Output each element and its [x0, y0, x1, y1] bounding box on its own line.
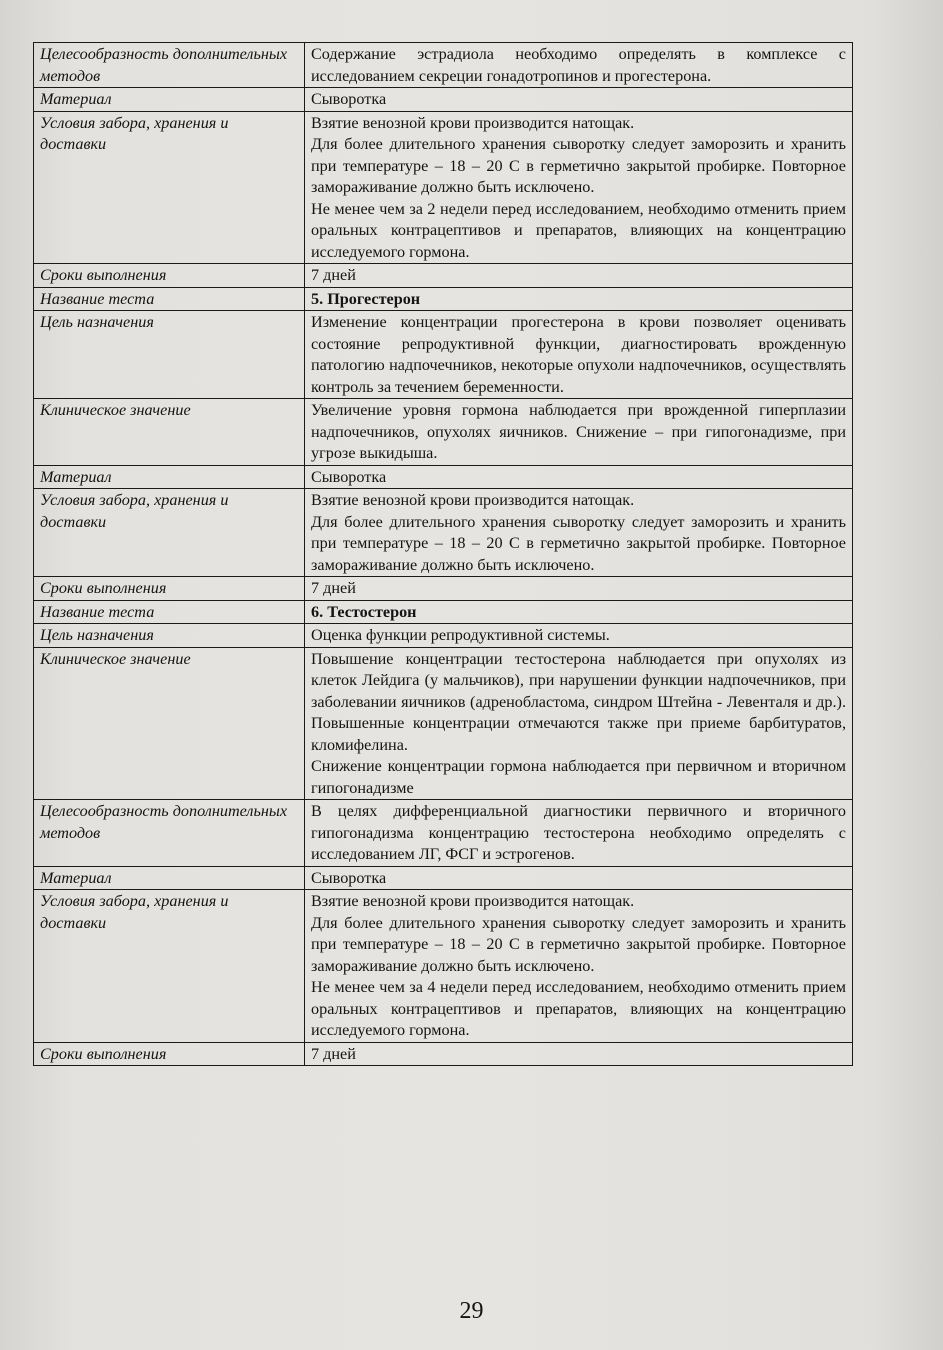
value-paragraph: Изменение концентрации прогестерона в крови позволяет оценивать состояние репродуктивной функции, диагностировать врожденную патологию надпочечников, некоторые опухоли надпочечников, осуществлять контроль за течением беременности.: [311, 313, 846, 396]
row-label: Клиническое значение: [34, 647, 305, 800]
row-label: Сроки выполнения: [34, 1042, 305, 1066]
table-row: [34, 88, 853, 112]
value-paragraph: Сыворотка: [311, 90, 387, 108]
test-title: 6. Тестостерон: [311, 602, 417, 621]
row-value: [305, 647, 853, 800]
value-paragraph: Взятие венозной крови производится натощак.: [311, 113, 635, 132]
row-value: [305, 866, 853, 890]
value-paragraph: Снижение концентрации гормона наблюдается при первичном и вторичном гипогонадизме: [311, 757, 846, 797]
value-paragraph: В целях дифференциальной диагностики первичного и вторичного гипогонадизма концентрацию тестостерона необходимо определять с исследованием ЛГ, ФСГ и эстрогенов.: [311, 802, 846, 863]
value-paragraph: Не менее чем за 2 недели перед исследованием, необходимо отменить прием оральных контрацептивов и препаратов, влияющих на концентрацию исследуемого гормона.: [311, 199, 846, 261]
test-title: 5. Прогестерон: [311, 289, 421, 308]
value-paragraph: Сыворотка: [311, 467, 387, 486]
table-row: [34, 465, 853, 489]
value-paragraph: Не менее чем за 4 недели перед исследованием, необходимо отменить прием оральных контрацептивов и препаратов, влияющих на концентрацию исследуемого гормона.: [311, 978, 846, 1039]
row-value: [305, 577, 853, 601]
row-value: [305, 111, 853, 264]
table-row: [34, 890, 853, 1043]
row-label: Цель назначения: [34, 624, 305, 648]
row-label: Материал: [34, 866, 305, 890]
row-value: [305, 88, 853, 112]
row-label: Клиническое значение: [34, 399, 305, 466]
row-label: Условия забора, хранения и доставки: [34, 111, 305, 264]
table-row: [34, 647, 853, 800]
value-paragraph: Сыворотка: [311, 868, 387, 887]
value-paragraph: Для более длительного хранения сыворотку следует заморозить и хранить при температуре – 18 – 20 С в герметично закрытой пробирке. Повторное замораживание должно быть исключено.: [311, 512, 846, 574]
row-label: Название теста: [34, 287, 305, 311]
table-row: [34, 287, 853, 311]
test-info-table: [33, 42, 853, 1066]
row-label: Целесообразность дополнительных методов: [34, 800, 305, 867]
row-label: Материал: [34, 465, 305, 489]
value-paragraph: 7 дней: [311, 579, 356, 597]
table-row: [34, 800, 853, 867]
value-paragraph: Увеличение уровня гормона наблюдается при врожденной гиперплазии надпочечников, опухолях яичников. Снижение – при гипогонадизме, при угрозе выкидыша.: [311, 401, 846, 462]
row-label: Материал: [34, 88, 305, 112]
table-row: [34, 311, 853, 399]
table-row: [34, 399, 853, 466]
table-row: [34, 43, 853, 88]
row-value: [305, 624, 853, 648]
table-row: [34, 111, 853, 264]
table-row: [34, 489, 853, 577]
row-label: Сроки выполнения: [34, 577, 305, 601]
table-row: [34, 577, 853, 601]
value-paragraph: Для более длительного хранения сыворотку следует заморозить и хранить при температуре – 18 – 20 С в герметично закрытой пробирке. Повторное замораживание должно быть исключено.: [311, 135, 846, 196]
page-number: 29: [459, 1298, 484, 1324]
table-row: [34, 600, 853, 624]
table-row: [34, 624, 853, 648]
value-paragraph: 7 дней: [311, 266, 356, 284]
row-value: [305, 287, 853, 311]
table-row: [34, 866, 853, 890]
row-value: [305, 890, 853, 1043]
value-paragraph: Оценка функции репродуктивной системы.: [311, 626, 610, 644]
row-value: [305, 800, 853, 867]
row-value: [305, 43, 853, 88]
value-paragraph: Взятие венозной крови производится натощак.: [311, 491, 635, 509]
value-paragraph: Содержание эстрадиола необходимо определять в комплексе с исследованием секреции гонадотропинов и прогестерона.: [311, 45, 846, 85]
value-paragraph: Для более длительного хранения сыворотку следует заморозить и хранить при температуре – 18 – 20 С в герметично закрытой пробирке. Повторное замораживание должно быть исключено.: [311, 913, 846, 975]
row-label: Сроки выполнения: [34, 264, 305, 288]
row-label: Цель назначения: [34, 311, 305, 399]
row-label: Условия забора, хранения и доставки: [34, 890, 305, 1043]
row-value: [305, 489, 853, 577]
row-value: [305, 264, 853, 288]
row-value: [305, 399, 853, 466]
value-paragraph: Повышение концентрации тестостерона наблюдается при опухолях из клеток Лейдига (у мальчиков), при нарушении функции надпочечников, при заболевании яичников (адренобластома, синдром Штейна - Левенталя и др.). Повышенные концентрации отмечаются также при приеме барбитуратов, кломифелина.: [311, 649, 846, 754]
row-label: Условия забора, хранения и доставки: [34, 489, 305, 577]
table-row: [34, 264, 853, 288]
row-label: Название теста: [34, 600, 305, 624]
row-value: [305, 1042, 853, 1066]
row-label: Целесообразность дополнительных методов: [34, 43, 305, 88]
value-paragraph: Взятие венозной крови производится натощак.: [311, 892, 635, 910]
row-value: [305, 600, 853, 624]
row-value: [305, 311, 853, 399]
value-paragraph: 7 дней: [311, 1044, 356, 1063]
row-value: [305, 465, 853, 489]
table-row: [34, 1042, 853, 1066]
